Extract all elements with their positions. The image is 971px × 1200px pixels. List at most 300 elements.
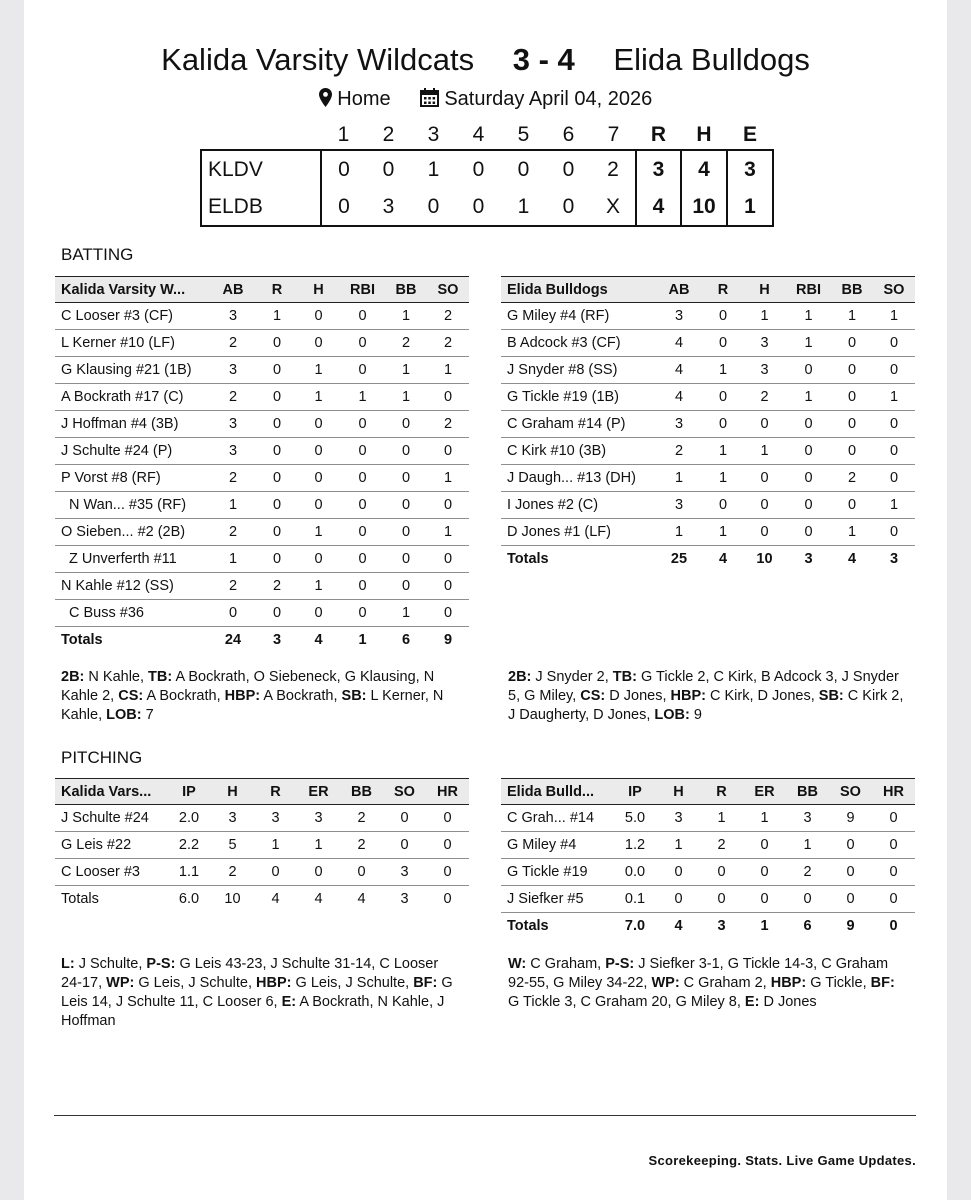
stat-cell: 1 (831, 303, 873, 330)
stat-cell: 1 (786, 384, 831, 411)
stat-cell: 3 (211, 805, 254, 832)
note-text: G Tickle 3, C Graham 20, G Miley 8, (508, 994, 745, 1010)
player-name: G Klausing #21 (1B) (55, 357, 209, 384)
stat-cell: 2 (700, 832, 743, 859)
table-row (501, 492, 915, 519)
linescore-row-home (201, 188, 773, 226)
column-header: SO (383, 779, 426, 805)
stat-cell: 0 (257, 357, 297, 384)
stat-cell: 0 (703, 384, 743, 411)
player-name: N Kahle #12 (SS) (55, 573, 209, 600)
stat-cell: 0 (743, 886, 786, 913)
note-label: P-S: (146, 956, 176, 972)
stat-cell: 0 (297, 859, 340, 886)
note-label: L: (61, 956, 75, 972)
game-title (24, 42, 947, 78)
column-header: IP (167, 779, 211, 805)
stat-cell: 2 (209, 519, 257, 546)
box-score-page (24, 0, 947, 1200)
note-text: D Jones (759, 994, 817, 1010)
note-label: E: (744, 994, 760, 1010)
total-cell: 7.0 (624, 918, 646, 934)
player-name: G Miley #4 (501, 832, 613, 859)
total-cell: 1 (760, 918, 769, 934)
note-label: E: (281, 994, 297, 1010)
table-row (501, 330, 915, 357)
stat-cell: 2 (340, 805, 383, 832)
stat-cell: 1 (743, 805, 786, 832)
stat-cell: 1 (427, 465, 469, 492)
inning-header: 6 (562, 123, 575, 146)
stat-cell: 3 (383, 859, 426, 886)
stat-cell: 1 (703, 465, 743, 492)
stat-cell: 0 (340, 519, 385, 546)
note-label: W: (508, 956, 527, 972)
game-date: Saturday April 04, 2026 (444, 88, 653, 110)
table-row (501, 805, 915, 832)
stat-cell: 0 (385, 546, 427, 573)
stat-cell: 0.0 (613, 859, 657, 886)
batting-section-title: BATTING (61, 245, 134, 264)
stat-cell: 0 (743, 411, 786, 438)
stat-cell: 1 (257, 303, 297, 330)
stat-cell: 0 (257, 465, 297, 492)
column-header: R (257, 277, 297, 303)
stat-cell: 1 (703, 438, 743, 465)
stat-cell: 1 (385, 303, 427, 330)
stat-cell: 2 (340, 832, 383, 859)
column-header: RBI (786, 277, 831, 303)
home-team-name: Elida Bulldogs (613, 42, 810, 77)
player-name: N Wan... #35 (RF) (55, 492, 209, 519)
column-header: BB (340, 779, 383, 805)
stat-cell: 0 (297, 330, 340, 357)
table-row (55, 805, 469, 832)
note-label: HBP: (670, 688, 706, 704)
stat-cell: 9 (829, 805, 872, 832)
stat-cell: 0 (743, 832, 786, 859)
note-text: G Leis 14, J Schulte 11, C Looser 6, (61, 975, 453, 1010)
stat-cell: 2 (427, 303, 469, 330)
stat-cell: 1 (297, 519, 340, 546)
note-text: D Jones, (605, 688, 671, 704)
stat-cell: 1 (786, 330, 831, 357)
total-cell: 9 (443, 632, 453, 648)
stat-cell: 3 (209, 411, 257, 438)
column-header: SO (829, 779, 872, 805)
stat-cell: 0 (831, 492, 873, 519)
note-text: C Graham, (526, 956, 606, 972)
stat-cell: 3 (786, 805, 829, 832)
column-header: IP (613, 779, 657, 805)
stat-cell: 0 (427, 546, 469, 573)
note-text: G Leis, J Schulte, (291, 975, 414, 991)
note-label: LOB: (654, 707, 690, 723)
column-header: ER (743, 779, 786, 805)
table-row (501, 832, 915, 859)
footer-tagline: Scorekeeping. Stats. Live Game Updates. (648, 1153, 916, 1168)
total-cell: 3 (889, 551, 899, 567)
stat-cell: 1 (655, 519, 703, 546)
player-name: I Jones #2 (C) (501, 492, 655, 519)
table-row (55, 411, 469, 438)
total-cell: 4 (314, 891, 323, 907)
stat-cell: 0 (385, 573, 427, 600)
stat-cell: 0 (872, 832, 915, 859)
table-row (501, 886, 915, 913)
stat-cell: 2.2 (167, 832, 211, 859)
stat-cell: 3 (655, 492, 703, 519)
total-cell: 3 (400, 891, 409, 907)
stat-cell: 1 (385, 357, 427, 384)
stat-cell: 0 (743, 492, 786, 519)
total-hits: 4 (681, 150, 727, 188)
total-cell: 1 (358, 632, 367, 648)
stat-cell: 0 (743, 859, 786, 886)
note-label: WP: (651, 975, 680, 991)
column-header: HR (426, 779, 469, 805)
stat-cell: 0 (786, 519, 831, 546)
totals-row (55, 886, 469, 913)
player-name: D Jones #1 (LF) (501, 519, 655, 546)
stat-cell: 3 (209, 303, 257, 330)
note-text: L Kerner, N Kahle, (61, 688, 444, 723)
note-label: 2B: (508, 669, 532, 685)
table-row (55, 465, 469, 492)
stat-cell: 2 (257, 573, 297, 600)
stat-cell: 0 (831, 330, 873, 357)
stat-cell: 4 (655, 357, 703, 384)
stat-cell: 3 (743, 330, 786, 357)
stat-cell: 2 (385, 330, 427, 357)
stat-cell: 0 (297, 546, 340, 573)
totals-row (501, 546, 915, 573)
stat-cell: 0 (703, 303, 743, 330)
map-pin-icon (319, 88, 332, 110)
stat-cell: 0 (385, 411, 427, 438)
stat-cell: 1.2 (613, 832, 657, 859)
stat-cell: 1 (703, 519, 743, 546)
table-header-row (501, 779, 915, 805)
stat-cell: 0 (427, 384, 469, 411)
stat-cell: 0 (297, 492, 340, 519)
stat-cell: 0 (786, 886, 829, 913)
stat-cell: 0.1 (613, 886, 657, 913)
final-score: 3 - 4 (512, 42, 575, 77)
stat-cell: 0 (786, 357, 831, 384)
note-text: G Tickle 2, C Kirk, B Adcock 3, J Snyder 5, G Miley, (508, 669, 899, 704)
total-errors: 1 (727, 188, 773, 226)
stat-cell: 1 (786, 832, 829, 859)
column-header: H (743, 277, 786, 303)
stat-cell: 0 (257, 438, 297, 465)
column-header: BB (831, 277, 873, 303)
note-label: BF: (413, 975, 438, 991)
inning-score: 2 (591, 150, 636, 188)
stat-cell: 2 (831, 465, 873, 492)
note-text: J Schulte, (74, 956, 147, 972)
stat-cell: 0 (257, 411, 297, 438)
stat-cell: 0 (340, 330, 385, 357)
pitching-table-away (55, 778, 469, 912)
player-name: J Snyder #8 (SS) (501, 357, 655, 384)
total-errors: 3 (727, 150, 773, 188)
stat-cell: 0 (340, 411, 385, 438)
total-cell: 3 (272, 632, 282, 648)
table-row (501, 357, 915, 384)
player-name: P Vorst #8 (RF) (55, 465, 209, 492)
stat-cell: 0 (657, 859, 700, 886)
stat-cell: 2 (209, 573, 257, 600)
inning-header: 5 (517, 123, 530, 146)
note-label: HBP: (256, 975, 292, 991)
totals-label: Totals (61, 891, 99, 907)
stat-cell: 0 (257, 600, 297, 627)
pitching-notes-away (61, 955, 461, 1031)
player-name: J Daugh... #13 (DH) (501, 465, 655, 492)
inning-header: 2 (382, 123, 395, 146)
inning-score: 1 (411, 150, 456, 188)
stat-cell: 2 (209, 465, 257, 492)
column-header: RBI (340, 277, 385, 303)
note-text: A Bockrath, O Siebeneck, G Klausing, N Kahle 2, (61, 669, 435, 704)
stat-cell: 0 (831, 384, 873, 411)
total-cell: 0 (889, 918, 898, 934)
player-name: G Leis #22 (55, 832, 167, 859)
stat-cell: 0 (703, 492, 743, 519)
table-row (501, 859, 915, 886)
note-text: G Leis 43-23, J Schulte 31-14, C Looser 24-17, (61, 956, 439, 991)
stat-cell: 0 (426, 832, 469, 859)
total-cell: 6.0 (178, 891, 200, 907)
stat-cell: 0 (700, 859, 743, 886)
linescore-table (200, 121, 774, 227)
stat-cell: 0 (873, 438, 915, 465)
stat-cell: 1 (297, 357, 340, 384)
totals-label: Totals (507, 918, 549, 934)
total-cell: 4 (674, 918, 683, 934)
batting-notes-away (61, 668, 466, 725)
stat-cell: 0 (427, 600, 469, 627)
player-name: Z Unverferth #11 (55, 546, 209, 573)
stat-cell: 0 (743, 519, 786, 546)
stat-cell: 1 (703, 357, 743, 384)
linescore-row-away (201, 150, 773, 188)
team-abbrev: ELDB (201, 188, 321, 226)
player-name: O Sieben... #2 (2B) (55, 519, 209, 546)
stat-cell: 2 (211, 859, 254, 886)
stat-cell: 0 (254, 859, 297, 886)
column-header: H (211, 779, 254, 805)
stat-cell: 0 (703, 330, 743, 357)
footer-divider (54, 1115, 916, 1116)
column-header: R (703, 277, 743, 303)
column-header: Elida Bulldogs (501, 277, 655, 303)
stat-cell: 0 (257, 492, 297, 519)
stat-cell: 0 (297, 303, 340, 330)
table-row (501, 465, 915, 492)
total-runs: 3 (636, 150, 681, 188)
total-cell: 4 (847, 551, 857, 567)
stat-cell: 0 (426, 805, 469, 832)
total-cell: 4 (718, 551, 728, 567)
player-name: A Bockrath #17 (C) (55, 384, 209, 411)
stat-cell: 0 (786, 411, 831, 438)
column-header: R (254, 779, 297, 805)
column-header: SO (873, 277, 915, 303)
stat-cell: 3 (743, 357, 786, 384)
player-name: L Kerner #10 (LF) (55, 330, 209, 357)
table-row (55, 600, 469, 627)
stat-cell: 1 (873, 303, 915, 330)
stat-cell: 2 (655, 438, 703, 465)
player-name: G Tickle #19 (1B) (501, 384, 655, 411)
stat-cell: 1 (297, 384, 340, 411)
note-label: 2B: (61, 669, 85, 685)
stat-cell: 1 (297, 832, 340, 859)
player-name: C Kirk #10 (3B) (501, 438, 655, 465)
pitching-notes-home (508, 955, 908, 1012)
inning-score: 0 (456, 150, 501, 188)
linescore-header (201, 121, 773, 150)
stat-cell: 2 (209, 330, 257, 357)
batting-notes-home (508, 668, 908, 725)
stat-cell: 0 (257, 384, 297, 411)
stat-cell: 2 (786, 859, 829, 886)
stat-cell: 0 (340, 303, 385, 330)
table-row (55, 832, 469, 859)
stat-cell: 0 (786, 438, 831, 465)
note-text: A Bockrath, (260, 688, 342, 704)
table-row (55, 492, 469, 519)
stat-cell: 0 (385, 465, 427, 492)
stat-cell: 0 (297, 438, 340, 465)
table-row (501, 384, 915, 411)
stat-cell: 5.0 (613, 805, 657, 832)
stat-cell: 0 (383, 832, 426, 859)
note-text: G Leis, J Schulte, (134, 975, 257, 991)
stat-cell: 1 (743, 438, 786, 465)
batting-table-home (501, 276, 915, 572)
stat-cell: 0 (257, 519, 297, 546)
inning-header: 7 (607, 123, 620, 146)
player-name: C Grah... #14 (501, 805, 613, 832)
stat-cell: 0 (873, 465, 915, 492)
note-label: HBP: (770, 975, 807, 991)
stat-cell: 0 (426, 859, 469, 886)
stat-cell: 1 (743, 303, 786, 330)
stat-cell: 0 (209, 600, 257, 627)
column-header: ER (297, 779, 340, 805)
inning-score: 0 (321, 188, 366, 226)
total-cell: 0 (443, 891, 452, 907)
stat-cell: 0 (829, 859, 872, 886)
table-row (55, 519, 469, 546)
column-header: AB (655, 277, 703, 303)
note-label: P-S: (605, 956, 635, 972)
stat-cell: 4 (655, 330, 703, 357)
note-text: A Bockrath, N Kahle, J Hoffman (61, 994, 445, 1029)
stat-cell: 0 (297, 600, 340, 627)
inning-score: 0 (366, 150, 411, 188)
note-label: HBP: (224, 688, 261, 704)
column-header: Elida Bulld... (501, 779, 613, 805)
stat-cell: 0 (700, 886, 743, 913)
errors-header: E (742, 123, 757, 146)
column-header: Kalida Vars... (55, 779, 167, 805)
stat-cell: 0 (297, 465, 340, 492)
stat-cell: 0 (340, 859, 383, 886)
stat-cell: 2.0 (167, 805, 211, 832)
batting-table-away (55, 276, 469, 653)
table-row (501, 411, 915, 438)
player-name: C Looser #3 (CF) (55, 303, 209, 330)
stat-cell: 0 (257, 330, 297, 357)
stat-cell: 0 (427, 492, 469, 519)
player-name: B Adcock #3 (CF) (501, 330, 655, 357)
stat-cell: 1 (655, 465, 703, 492)
stat-cell: 1 (340, 384, 385, 411)
column-header: SO (427, 277, 469, 303)
stat-cell: 4 (655, 384, 703, 411)
stat-cell: 1 (831, 519, 873, 546)
stat-cell: 0 (786, 492, 831, 519)
stat-cell: 1 (427, 519, 469, 546)
stat-cell: 0 (831, 438, 873, 465)
stat-cell: 2 (427, 411, 469, 438)
stat-cell: 0 (873, 330, 915, 357)
calendar-icon (420, 88, 439, 110)
pitching-section-title: PITCHING (61, 748, 143, 767)
table-row (501, 438, 915, 465)
totals-row (501, 913, 915, 940)
totals-label: Totals (507, 551, 549, 567)
stat-cell: 0 (831, 411, 873, 438)
stat-cell: 0 (385, 519, 427, 546)
column-header: BB (385, 277, 427, 303)
note-label: CS: (580, 688, 606, 704)
totals-label: Totals (61, 632, 103, 648)
note-label: WP: (106, 975, 135, 991)
inning-score: 0 (321, 150, 366, 188)
stat-cell: 5 (211, 832, 254, 859)
note-text: J Siefker 3-1, G Tickle 14-3, C Graham 92-55, G Miley 34-22, (508, 956, 889, 991)
stat-cell: 2 (427, 330, 469, 357)
player-name: G Tickle #19 (501, 859, 613, 886)
total-cell: 6 (401, 632, 411, 648)
stat-cell: 0 (297, 411, 340, 438)
game-meta (24, 88, 947, 111)
table-row (501, 303, 915, 330)
stat-cell: 0 (873, 357, 915, 384)
stat-cell: 0 (385, 492, 427, 519)
stat-cell: 2 (209, 384, 257, 411)
note-label: TB: (148, 669, 173, 685)
note-text: J Snyder 2, (531, 669, 613, 685)
column-header: Kalida Varsity W... (55, 277, 209, 303)
inning-score: X (591, 188, 636, 226)
stat-cell: 2 (743, 384, 786, 411)
table-row (55, 303, 469, 330)
stat-cell: 1.1 (167, 859, 211, 886)
total-cell: 24 (224, 632, 242, 648)
total-cell: 3 (717, 918, 726, 934)
stat-cell: 3 (209, 357, 257, 384)
stat-cell: 0 (873, 519, 915, 546)
player-name: J Schulte #24 (P) (55, 438, 209, 465)
stat-cell: 0 (340, 600, 385, 627)
note-text: A Bockrath, (143, 688, 225, 704)
